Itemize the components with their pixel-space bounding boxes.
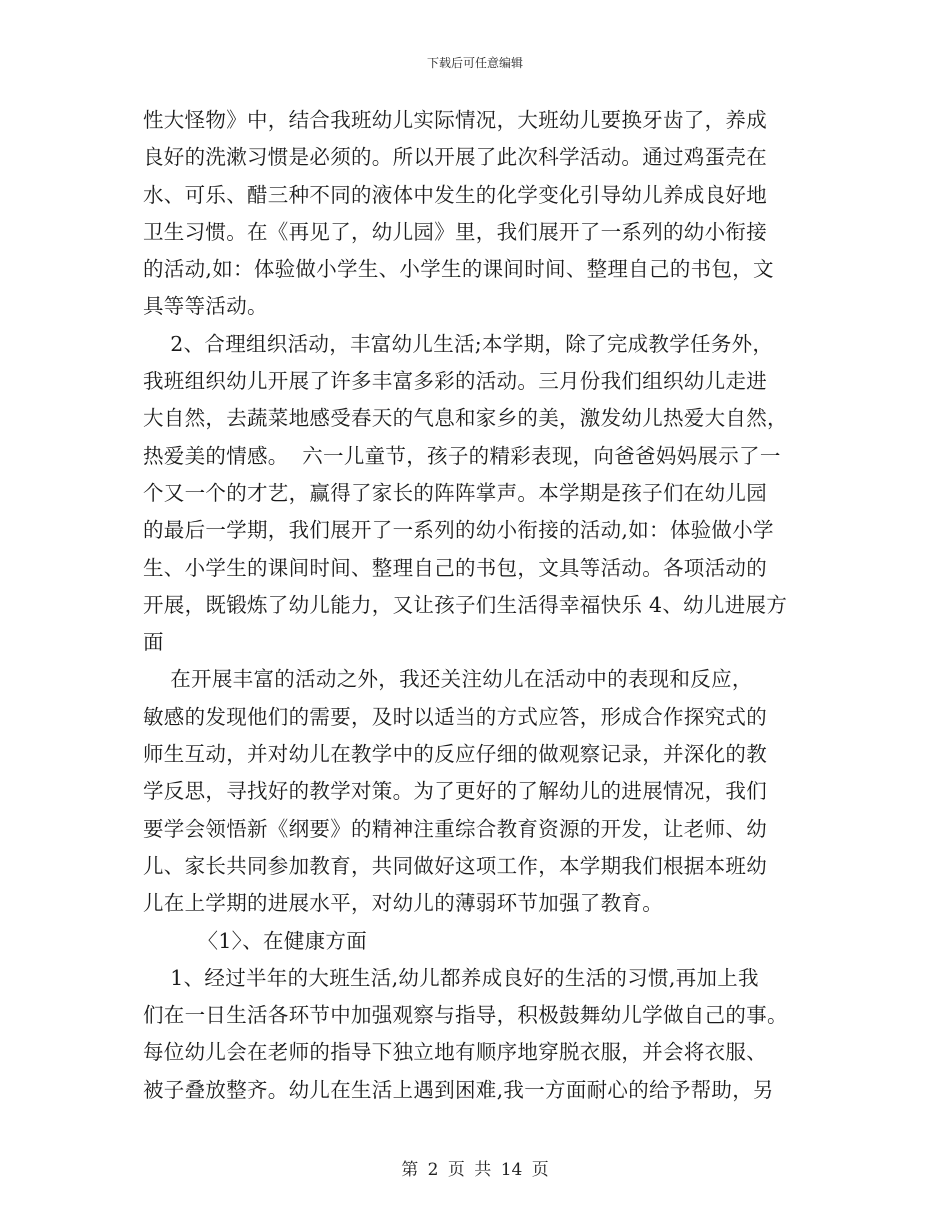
body-line: 每位幼儿会在老师的指导下独立地有顺序地穿脱衣服，并会将衣服、 [143,1040,767,1065]
body-line: 生、小学生的课间时间、整理自己的书包，文具等活动。各项活动的 [143,555,767,580]
body-line: 2、合理组织活动，丰富幼儿生活;本学期，除了完成教学任务外， [143,331,774,356]
body-line: 在开展丰富的活动之外，我还关注幼儿在活动中的表现和反应， [143,667,753,692]
page-header-note: 下载后可任意编辑 [426,56,523,70]
body-line: 1、经过半年的大班生活,幼儿都养成良好的生活的习惯,再加上我 [143,965,759,990]
document-body [143,102,807,1109]
page-number: 第 2 页 共 14 页 [401,1160,549,1180]
body-line: 卫生习惯。在《再见了，幼儿园》里，我们展开了一系列的幼小衔接 [143,219,767,244]
body-line: 良好的洗漱习惯是必须的。所以开展了此次科学活动。通过鸡蛋壳在 [143,145,767,170]
section-heading: 〈1〉、在健康方面 [143,928,368,953]
body-line: 热爱美的情感。 六一儿童节，孩子的精彩表现，向爸爸妈妈展示了一 [143,443,781,468]
body-line: 敏感的发现他们的需要，及时以适当的方式应答，形成合作探究式的 [143,704,767,729]
body-line: 开展，既锻炼了幼儿能力，又让孩子们生活得幸福快乐 4、幼儿进展方 [143,592,788,617]
body-line: 儿在上学期的进展水平，对幼儿的薄弱环节加强了教育。 [143,891,663,916]
body-line: 性大怪物》中，结合我班幼儿实际情况，大班幼儿要换牙齿了，养成 [143,108,767,132]
body-line: 水、可乐、醋三种不同的液体中发生的化学变化引导幼儿养成良好地 [143,182,767,207]
body-line: 个又一个的才艺，赢得了家长的阵阵掌声。本学期是孩子们在幼儿园 [143,480,767,505]
body-line: 面 [143,630,164,655]
body-line: 儿、家长共同参加教育，共同做好这项工作，本学期我们根据本班幼 [143,853,767,878]
body-line: 学反思，寻找好的教学对策。为了更好的了解幼儿的进展情况，我们 [143,779,767,804]
body-line: 们在一日生活各环节中加强观察与指导，积极鼓舞幼儿学做自己的事。 [143,1003,788,1028]
body-line: 要学会领悟新《纲要》的精神注重综合教育资源的开发，让老师、幼 [143,816,767,841]
body-line: 师生互动，并对幼儿在教学中的反应仔细的做观察记录，并深化的教 [143,742,767,767]
body-line: 的最后一学期，我们展开了一系列的幼小衔接的活动,如：体验做小学 [143,518,774,543]
body-line: 具等等活动。 [143,294,268,319]
body-line: 被子叠放整齐。幼儿在生活上遇到困难,我一方面耐心的给予帮助，另 [143,1077,774,1102]
body-line: 大自然，去蔬菜地感受春天的气息和家乡的美，激发幼儿热爱大自然， [143,406,788,431]
body-line: 我班组织幼儿开展了许多丰富多彩的活动。三月份我们组织幼儿走进 [143,369,767,394]
body-line: 的活动,如：体验做小学生、小学生的课间时间、整理自己的书包，文 [143,257,774,282]
